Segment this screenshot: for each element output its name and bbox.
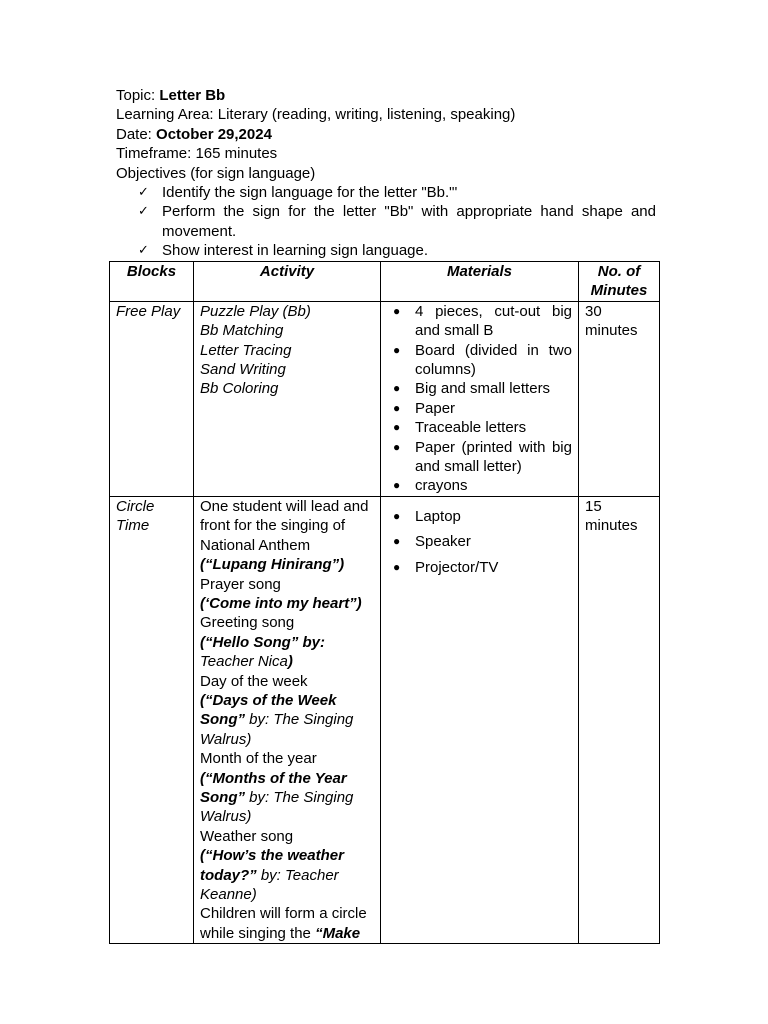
header-minutes: No. of Minutes (579, 262, 660, 302)
objective-item (116, 202, 656, 241)
materials-list (387, 497, 572, 581)
material-item: ● Board (divided in two columns) (393, 341, 572, 379)
bullet-icon: ● (393, 342, 401, 357)
objectives-title: Objectives (for sign language) (116, 164, 316, 182)
lesson-header (116, 86, 656, 261)
material-item: ● Speaker (387, 529, 572, 555)
bullet-icon: ● (393, 381, 401, 396)
activity-item: Letter Tracing (200, 341, 292, 359)
material-item: ● 4 pieces, cut-out big and small B (393, 302, 572, 340)
materials-cell (381, 496, 579, 943)
activity-item: Bb Coloring (200, 380, 279, 398)
objective-item (116, 241, 656, 260)
learning-area-line: Learning Area: Literary (reading, writing, listening, speaking) (116, 106, 516, 124)
header-blocks: Blocks (110, 262, 194, 302)
table-header-row (110, 262, 660, 302)
material-item: ● Traceable letters (393, 419, 527, 437)
objective-text: Show interest in learning sign language. (162, 242, 429, 260)
objective-text: Perform the sign for the letter "Bb" with appropriate hand shape and movement. (162, 203, 656, 240)
material-item: ● Paper (printed with big and small letter) (393, 438, 572, 476)
header-materials: Materials (381, 262, 579, 302)
block-cell: Free Play (110, 301, 194, 496)
table-row (110, 301, 660, 496)
activity-cell (194, 301, 381, 496)
lesson-plan-table (109, 261, 660, 944)
block-cell: Circle Time (110, 496, 194, 943)
minutes-cell: 30 minutes (579, 301, 660, 496)
bullet-icon: ● (393, 508, 401, 523)
topic-value: Letter Bb (159, 87, 226, 104)
bullet-icon: ● (393, 559, 401, 574)
date-label: Date: (116, 125, 157, 143)
activity-item: Bb Matching (200, 322, 284, 340)
objective-item (116, 183, 656, 202)
header-activity: Activity (194, 262, 381, 302)
bullet-icon: ● (393, 478, 401, 493)
activity-item: Puzzle Play (Bb) (200, 302, 311, 320)
minutes-cell: 15 minutes (579, 496, 660, 943)
table-row (110, 496, 660, 943)
materials-list (387, 302, 572, 496)
date-value: October 29,2024 (156, 125, 272, 143)
check-icon: ✓ (138, 185, 149, 201)
topic-label: Topic: (116, 87, 160, 104)
objectives-list (116, 183, 656, 261)
timeframe-line: Timeframe: 165 minutes (116, 145, 278, 163)
bullet-icon: ● (393, 420, 401, 435)
bullet-icon: ● (393, 439, 401, 454)
material-item: ● crayons (393, 477, 468, 495)
bullet-icon: ● (393, 303, 401, 318)
topic-line (116, 86, 656, 105)
bullet-icon: ● (393, 400, 401, 415)
check-icon: ✓ (138, 243, 149, 259)
material-item: ● Projector/TV (387, 555, 572, 581)
date-line (116, 125, 656, 144)
material-item: ● Paper (393, 399, 456, 417)
objective-text: Identify the sign language for the letter "Bb."' (162, 184, 458, 202)
activity-item: Sand Writing (200, 361, 286, 379)
materials-cell (381, 301, 579, 496)
material-item: ● Big and small letters (393, 380, 551, 398)
activity-cell: One student will lead and front for the singing of National Anthem (“Lupang Hinirang”) Prayer song (‘Come into my heart”) Greeting song (“Hello Song” by: Teacher Nica) Day of the week (“Days of the Week Song” by: The Singing Walrus) Month of the year (“Months of the Year Song” by: The Singing Walrus) Weather song (“How’s the weather today?” by: Teacher Keanne) Children will form a circle while singing the “Make (194, 496, 381, 943)
material-item: ● Laptop (387, 504, 572, 530)
check-icon: ✓ (138, 204, 149, 220)
bullet-icon: ● (393, 534, 401, 549)
